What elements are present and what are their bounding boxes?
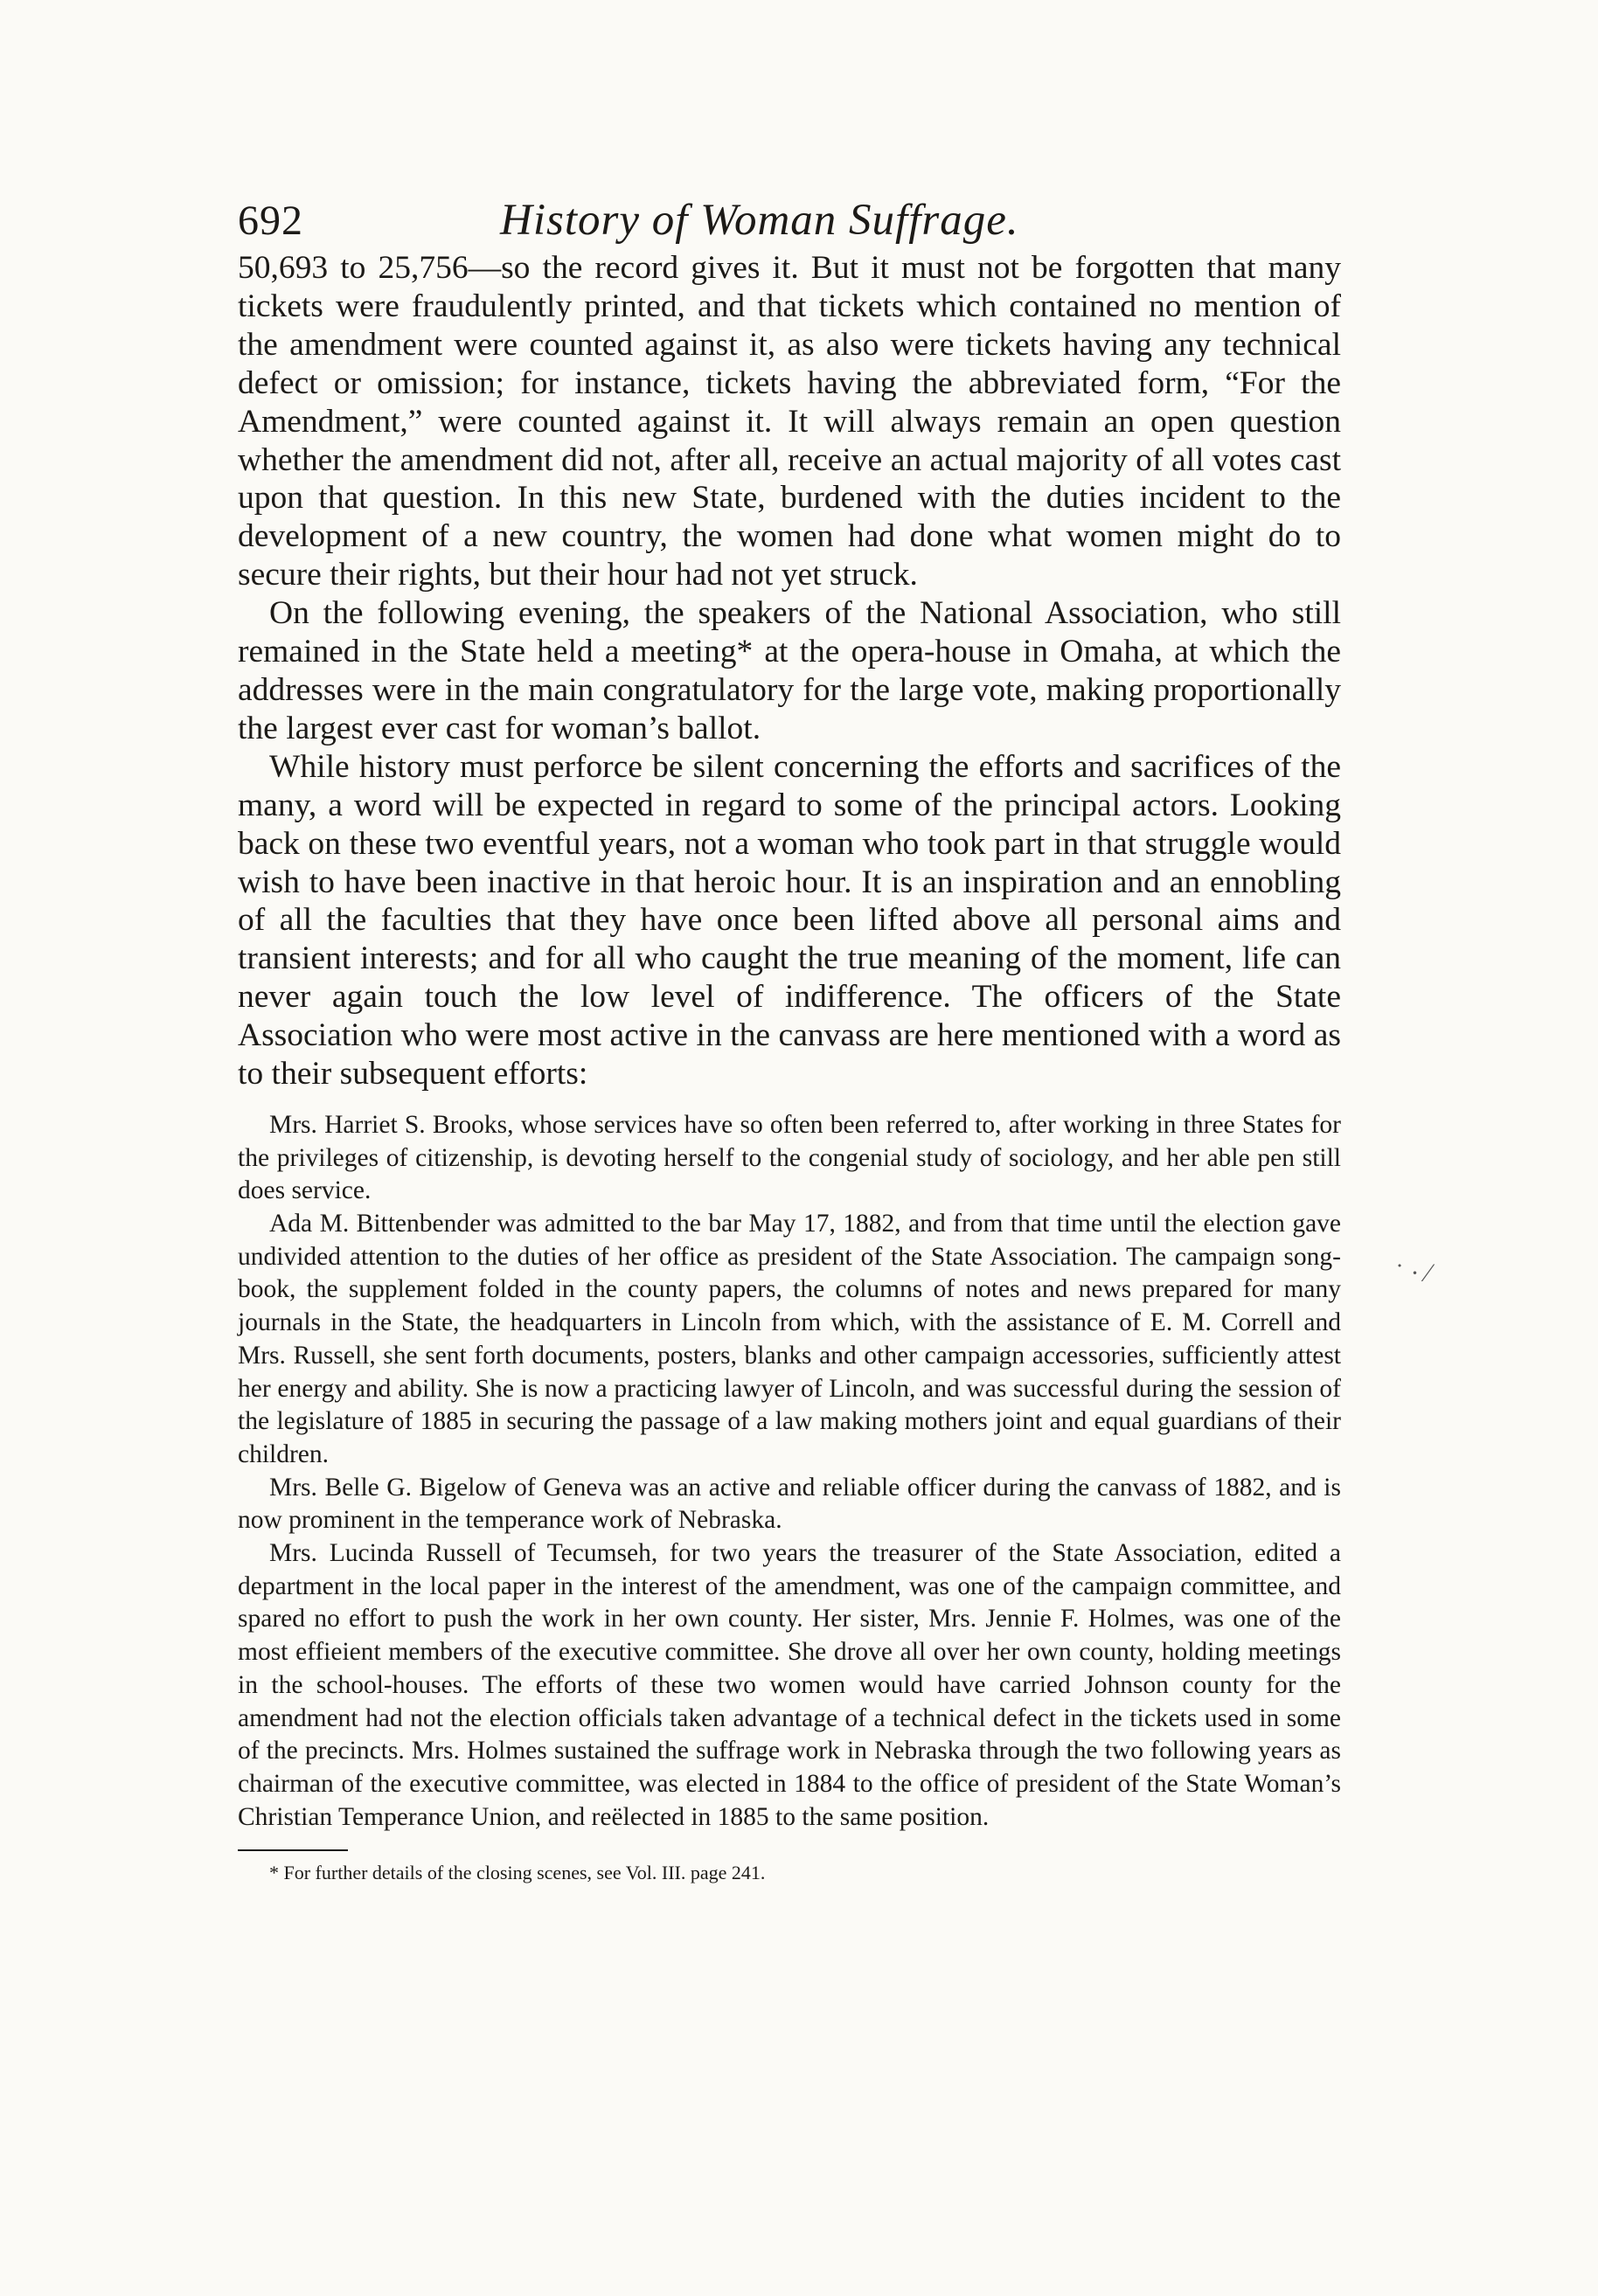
body-paragraph: 50,693 to 25,756—so the record gives it. But it must not be forgotten that many tickets were fraudulently printed, and that tickets which contained no mention of the amendment were counted against it, as also were tickets having any technical defect or omission; for instance, tickets having the abbreviated form, “For the Amendment,” were counted against it. It will always remain an open question whether the amendment did not, after all, receive an actual majority of all votes cast upon that question. In this new State, burdened with the duties incident to the development of a new country, the women had done what women might do to secure their rights, but their hour had not yet struck.: [238, 250, 1341, 593]
main-text: [238, 249, 1341, 1093]
officer-paragraph: Mrs. Lucinda Russell of Tecumseh, for two years the treasurer of the State Association, edited a department in the local paper in the interest of the amendment, was one of the campaign committee, and spared no effort to push the work in her own county. Her sister, Mrs. Jennie F. Holmes, was one of the most effieient members of the executive committee. She drove all over her own county, holding meetings in the school-houses. The efforts of these two women would have carried Johnson county for the amendment had not the election officials taken advantage of a technical defect in the tickets used in some of the precincts. Mrs. Holmes sustained the suffrage work in Nebraska through the two following years as chairman of the executive committee, was elected in 1884 to the office of president of the State Woman’s Christian Temperance Union, and reëlected in 1885 to the same position.: [238, 1539, 1341, 1831]
officer-paragraph: Ada M. Bittenbender was admitted to the bar May 17, 1882, and from that time until the election gave undivided attention to the duties of her office as president of the State Association. The campaign song-book, the supplement folded in the county papers, the columns of notes and news prepared for many journals in the State, the headquarters in Lincoln from which, with the assistance of E. M. Correll and Mrs. Russell, she sent forth documents, posters, blanks and other campaign accessories, sufficiently attest her energy and ability. She is now a practicing lawyer of Lincoln, and was successful during the session of the legislature of 1885 in securing the passage of a law making mothers joint and equal guardians of their children.: [238, 1210, 1341, 1468]
officer-notes: [238, 1109, 1341, 1834]
footnote-divider: [238, 1849, 348, 1851]
body-paragraph: On the following evening, the speakers of the National Association, who still remained in the State held a meeting* at the opera-house in Omaha, at which the addresses were in the main congratulatory for the large vote, making proportionally the largest ever cast for woman’s ballot.: [238, 595, 1341, 746]
margin-marks-icon: ˙ · ⁄: [1395, 1259, 1430, 1287]
officer-paragraph: Mrs. Harriet S. Brooks, whose services have so often been referred to, after working in three States for the privileges of citizenship, is devoting herself to the congenial study of sociology, and her able pen still does service.: [238, 1110, 1341, 1205]
footnote: * For further details of the closing scenes, see Vol. III. page 241.: [269, 1862, 766, 1884]
page-number: 692: [238, 198, 303, 244]
running-title: History of Woman Suffrage.: [500, 196, 1019, 245]
officer-paragraph: Mrs. Belle G. Bigelow of Geneva was an active and reliable officer during the canvass of 1882, and is now prominent in the temperance work of Nebraska.: [238, 1473, 1341, 1535]
book-page: [238, 179, 1341, 1886]
body-paragraph: While history must perforce be silent concerning the efforts and sacrifices of the many, a word will be expected in regard to some of the principal actors. Looking back on these two eventful years, not a woman who took part in that struggle would wish to have been inactive in that heroic hour. It is an inspiration and an ennobling of all the faculties that they have once been lifted above all personal aims and transient interests; and for all who caught the true meaning of the moment, life can never again touch the low level of indifference. The officers of the State Association who were most active in the canvass are here mentioned with a word as to their subsequent efforts:: [238, 748, 1341, 1093]
page-header: [238, 179, 1341, 249]
